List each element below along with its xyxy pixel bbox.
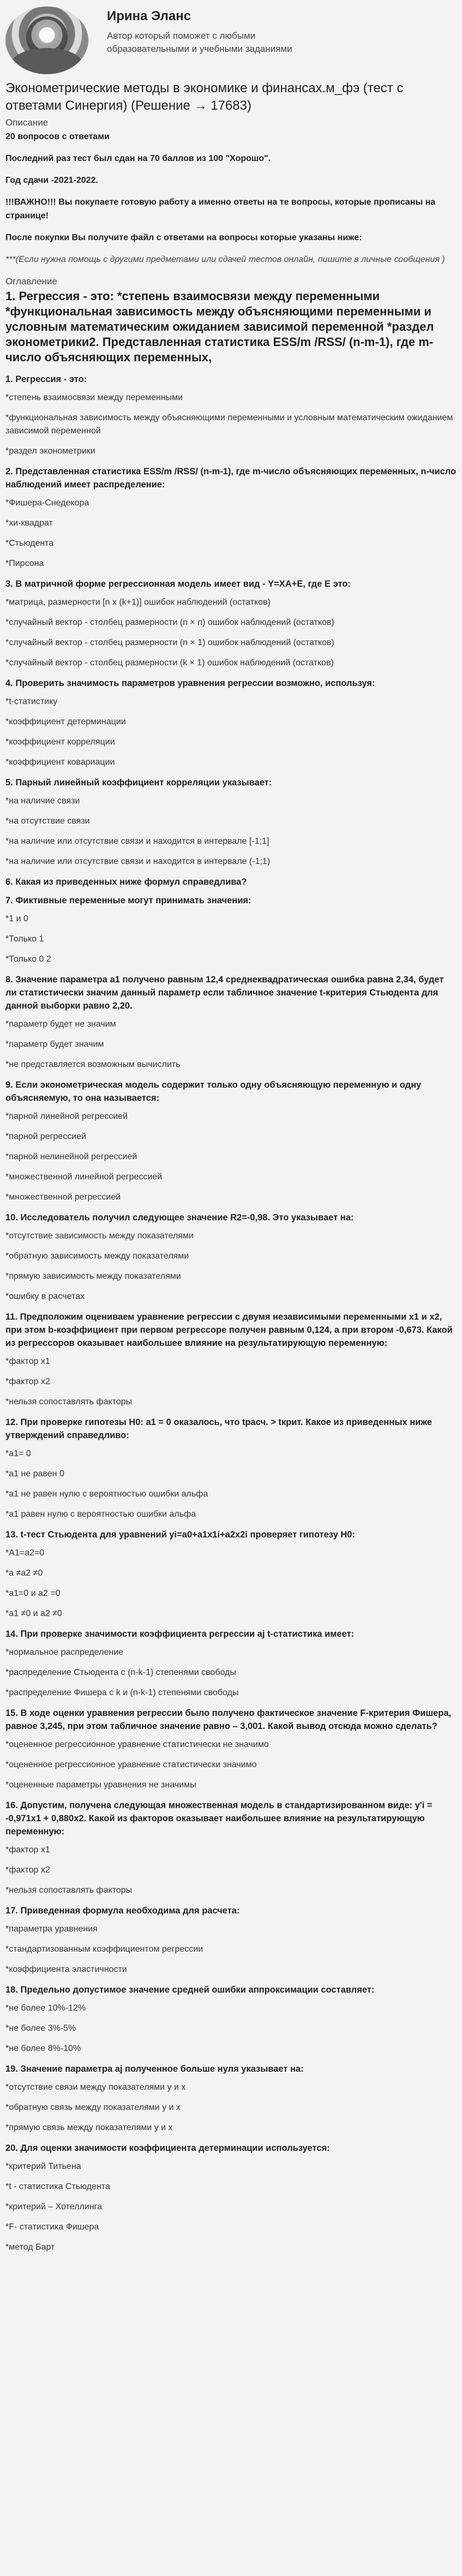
- answer-option: *не представляется возможным вычислить: [5, 1060, 181, 1069]
- answer-option: *на наличие или отсутствие связи и находится в интервале (-1;1): [5, 857, 271, 866]
- toc-label: Оглавление: [5, 276, 57, 287]
- answer-option: *t-статистику: [5, 697, 58, 706]
- question-title: 4. Проверить значимость параметров уравнения регрессии возможно, используя:: [5, 678, 375, 688]
- answer-option: *Фишера-Снедекора: [5, 498, 89, 508]
- answer-option: *F- статистика Фишера: [5, 2222, 99, 2232]
- answer-option: *критерий Титьена: [5, 2162, 81, 2171]
- answer-option: *обратную связь между показателями y и x: [5, 2103, 181, 2112]
- question-title: 6. Какая из приведенных ниже формул справедлива?: [5, 877, 247, 887]
- answer-option: *параметра уравнения: [5, 1924, 98, 1934]
- answer-option: *парной линейной регрессией: [5, 1112, 128, 1121]
- answer-option: *a1 равен нулю с вероятностью ошибки альфа: [5, 1510, 196, 1519]
- answer-option: *раздел эконометрики: [5, 446, 95, 456]
- year-info: Год сдачи -2021-2022.: [5, 176, 98, 185]
- answer-option: *прямую зависимость между показателями: [5, 1272, 181, 1281]
- answer-option: *a1 не равен 0: [5, 1469, 64, 1478]
- question-block: [5, 1310, 457, 1409]
- question-title: 3. В матричной форме регрессионная модель имеет вид - Y=XA+E, где E это:: [5, 579, 351, 589]
- author-name[interactable]: Ирина Эланс: [107, 9, 191, 23]
- question-block: [5, 875, 457, 889]
- answer-option: *случайный вектор - столбец размерности (n × 1) ошибок наблюдений (остатков): [5, 638, 334, 647]
- question-title: 9. Если эконометрическая модель содержит только одну объясняющую переменную и одну объясняемую, то она называется:: [5, 1080, 422, 1103]
- question-block: [5, 1799, 457, 1897]
- answer-option: *на наличие связи: [5, 796, 80, 806]
- answer-option: *парной регрессией: [5, 1132, 87, 1141]
- answer-option: *нормальное распределение: [5, 1648, 124, 1657]
- answer-option: *матрица, размерности [n x (k+1)] ошибок наблюдений (остатков): [5, 598, 271, 607]
- question-list: [5, 373, 457, 2254]
- question-block: [5, 577, 457, 670]
- answer-option: *коэффициент детерминации: [5, 717, 126, 726]
- question-title: 7. Фиктивные переменные могут принимать значения:: [5, 896, 251, 905]
- question-title: 2. Представленная статистика ESS/m /RSS/ (n-m-1), где m-число объясняющих переменных, n-число наблюдений имеет распределение:: [5, 467, 457, 490]
- answer-option: *Только 1: [5, 934, 44, 944]
- toc-summary: 1. Регрессия - это: *степень взаимосвязи между переменными *функциональная зависимость между объясняющими переменными и условным математическим ожиданием зависимой переменной *раздел эконометрики2. Представленная статистика ESS/m /RSS/ (n-m-1), где m-число объясняющих переменных,: [5, 289, 434, 364]
- answer-option: *хи-квадрат: [5, 518, 53, 528]
- answer-option: *Пирсона: [5, 559, 44, 568]
- after-buy-text: После покупки Вы получите файл с ответами на вопросы которые указаны ниже:: [5, 233, 362, 242]
- answer-option: *на отсутствие связи: [5, 816, 90, 826]
- answer-option: *на наличие или отсутствие связи и находится в интервале [-1;1]: [5, 837, 269, 846]
- answer-option: *не более 8%-10%: [5, 2044, 81, 2053]
- warning-text: !!!ВАЖНО!!! Вы покупаете готовую работу а именно ответы на те вопросы, которые прописаны на странице!: [5, 198, 436, 220]
- question-block: [5, 465, 457, 570]
- question-title: 19. Значение параметра aj полученное больше нуля указывает на:: [5, 2064, 304, 2074]
- contact-note: ***(Если нужна помощь с другими предметами или сдачей тестов онлайн, пишите в личные сообщения ): [5, 255, 445, 264]
- answer-option: *коэффициент ковариации: [5, 758, 115, 767]
- answer-option: *степень взаимосвязи между переменными: [5, 393, 183, 402]
- question-title: 11. Предположим оцениваем уравнение регрессии с двумя независимыми переменными x1 и x2, при этом b-коэффициент при первом регрессоре получен равным 0,124, а при втором -0,673. Какой из регрессоров оказывает наибольшее влияние на результатирующую переменную:: [5, 1312, 453, 1348]
- question-block: [5, 1707, 457, 1792]
- answer-option: *случайный вектор - столбец размерности (k × 1) ошибок наблюдений (остатков): [5, 658, 334, 667]
- answer-option: *прямую связь между показателями y и x: [5, 2123, 173, 2132]
- answer-option: *оцененное регрессионное уравнение статистически не значимо: [5, 1740, 269, 1749]
- answer-option: *a ≠a2 ≠0: [5, 1569, 43, 1578]
- question-block: [5, 677, 457, 769]
- description-label: Описание: [5, 117, 49, 128]
- answer-option: *a1= 0: [5, 1449, 31, 1458]
- question-title: 16. Допустим, получена следующая множественная модель в стандартизированном виде: y'i = -0,971x1 + 0,880x2. Какой из факторов оказывает наибольшее влияние на результатирующую переменную:: [5, 1800, 433, 1836]
- answer-option: *параметр будет значим: [5, 1040, 104, 1049]
- question-block: [5, 2062, 457, 2134]
- answer-option: *фактор x2: [5, 1865, 50, 1875]
- answer-option: *парной нелинейной регрессией: [5, 1152, 137, 1161]
- answer-option: *a1 ≠0 и a2 ≠0: [5, 1609, 62, 1618]
- answer-option: *фактор x2: [5, 1377, 50, 1386]
- answer-option: *фактор x1: [5, 1357, 50, 1366]
- answer-option: *метод Барт: [5, 2243, 55, 2252]
- answer-option: *стандартизованным коэффициентом регрессии: [5, 1945, 203, 1954]
- answer-option: *a1 не равен нулю с вероятностью ошибки альфа: [5, 1489, 208, 1499]
- question-count: 20 вопросов с ответами: [5, 132, 110, 141]
- question-block: [5, 1528, 457, 1620]
- answer-option: *ошибку в расчетах: [5, 1292, 85, 1301]
- question-block: [5, 2142, 457, 2254]
- question-title: 20. Для оценки значимости коэффициента детерминации используется:: [5, 2143, 330, 2153]
- question-block: [5, 1627, 457, 1700]
- question-block: [5, 1416, 457, 1521]
- question-title: 14. При проверке значимости коэффициента регрессии aj t-статистика имеет:: [5, 1629, 355, 1639]
- question-title: 13. t-тест Стьюдента для уравнений yi=a0+a1x1i+a2x2i проверяет гипотезу H0:: [5, 1530, 355, 1540]
- answer-option: *не более 10%-12%: [5, 2003, 86, 2013]
- answer-option: *отсутствие связи между показателями y и x: [5, 2083, 186, 2092]
- question-title: 1. Регрессия - это:: [5, 374, 87, 384]
- avatar[interactable]: [5, 7, 88, 74]
- author-header: [5, 0, 457, 76]
- question-title: 12. При проверке гипотезы H0: a1 = 0 оказалось, что tрасч. > tкрит. Какое из приведенных ниже утверждений справедливо:: [5, 1417, 432, 1440]
- answer-option: *Только 0 2: [5, 955, 51, 964]
- answer-option: *нельзя сопоставлять факторы: [5, 1397, 133, 1406]
- answer-option: *множественной регрессией: [5, 1192, 121, 1202]
- answer-option: *нельзя сопоставлять факторы: [5, 1886, 133, 1895]
- answer-option: *случайный вектор - столбец размерности (n × n) ошибок наблюдений (остатков): [5, 618, 334, 627]
- question-title: 17. Приведенная формула необходима для расчета:: [5, 1906, 240, 1916]
- answer-option: *критерий – Хотеллинга: [5, 2202, 103, 2211]
- answer-option: *коэффициента эластичности: [5, 1965, 127, 1974]
- answer-option: *параметр будет не значим: [5, 1019, 116, 1029]
- last-pass-info: Последний раз тест был сдан на 70 баллов из 100 "Хорошо".: [5, 154, 271, 163]
- answer-option: *Стьюдента: [5, 539, 54, 548]
- answer-option: *t - статистика Стьюдента: [5, 2182, 110, 2191]
- answer-option: *множественной линейной регрессией: [5, 1172, 163, 1182]
- answer-option: *функциональная зависимость между объясняющими переменными и условным математическим ожиданием зависимой переменной: [5, 413, 453, 436]
- question-block: [5, 1211, 457, 1303]
- answer-option: *распределение Фишера с k и (n-k-1) степенями свободы: [5, 1688, 239, 1697]
- answer-option: *A1=a2=0: [5, 1548, 45, 1558]
- question-block: [5, 1078, 457, 1204]
- question-block: [5, 776, 457, 868]
- answer-option: *1 и 0: [5, 914, 28, 923]
- question-title: 8. Значение параметра a1 получено равным 12,4 среднеквадратическая ошибка равна 2,34, будет ли статистически значим данный параметр если табличное значение t-критерия Стьюдента для данной выборки равно 2,20.: [5, 975, 444, 1011]
- question-title: 5. Парный линейный коэффициент корреляции указывает:: [5, 778, 272, 788]
- document-title: Эконометрические методы в экономике и финансах.м_фэ (тест с ответами Синергия) (Решение → 17683): [5, 81, 404, 113]
- answer-option: *коэффициент корреляции: [5, 737, 115, 747]
- question-title: 10. Исследователь получил следующее значение R2=-0,98. Это указывает на:: [5, 1213, 354, 1223]
- answer-option: *оцененное регрессионное уравнение статистически значимо: [5, 1760, 257, 1769]
- question-block: [5, 894, 457, 966]
- question-block: [5, 1904, 457, 1976]
- description: [5, 130, 457, 266]
- answer-option: *распределение Стьюдента с (n-k-1) степенями свободы: [5, 1668, 236, 1677]
- question-block: [5, 973, 457, 1071]
- answer-option: *не более 3%-5%: [5, 2024, 76, 2033]
- question-title: 18. Предельно допустимое значение средней ошибки аппроксимации составляет:: [5, 1985, 375, 1995]
- question-block: [5, 1983, 457, 2055]
- answer-option: *a1=0 и a2 =0: [5, 1589, 61, 1598]
- answer-option: *отсутствие зависимость между показателями: [5, 1231, 194, 1241]
- question-block: [5, 373, 457, 458]
- answer-option: *фактор x1: [5, 1845, 50, 1855]
- question-title: 15. В ходе оценки уравнения регрессии было получено фактическое значение F-критерия Фишера, равное 3,245, при этом табличное значение равно – 3,001. Какой вывод отсюда можно сделать?: [5, 1708, 452, 1731]
- answer-option: *оцененные параметры уравнения не значимы: [5, 1780, 196, 1790]
- author-tagline: Автор который поможет с любыми образовательными и учебными заданиями: [107, 31, 292, 54]
- author-info: [107, 7, 292, 56]
- answer-option: *обратную зависимость между показателями: [5, 1251, 189, 1261]
